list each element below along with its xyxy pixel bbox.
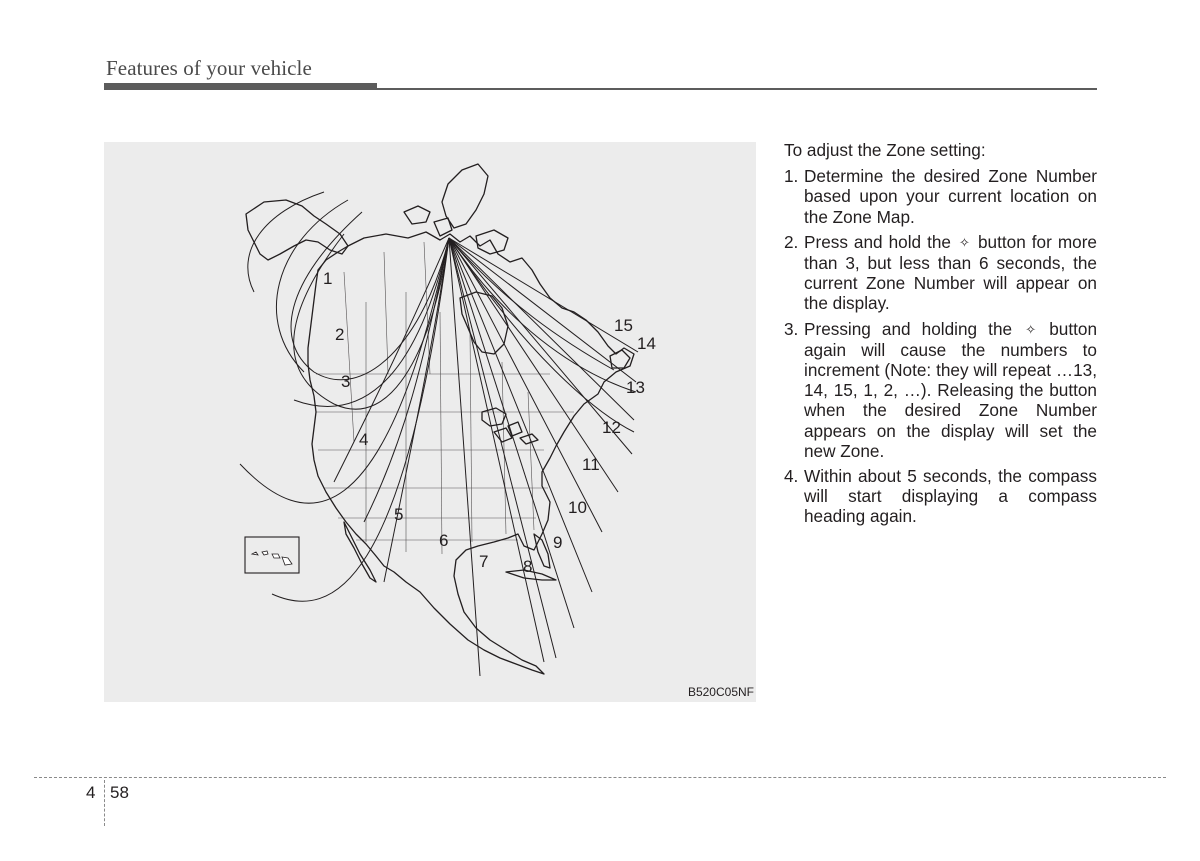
step-2 [784, 232, 1097, 314]
header-rule-thin [377, 88, 1097, 90]
step-4 [784, 466, 1097, 527]
step-number: 1. [784, 166, 799, 187]
zone-label-10: 10 [568, 498, 587, 517]
step-number: 4. [784, 466, 799, 487]
zone-label-4: 4 [359, 430, 369, 449]
hawaii-inset [245, 537, 299, 573]
zone-label-14: 14 [637, 334, 656, 353]
zone-label-5: 5 [394, 505, 404, 524]
compass-button-icon: ✧ [1025, 321, 1037, 337]
step-text: Determine the desired Zone Number based upon your current location on the Zone Map. [804, 166, 1097, 227]
header-rule-thick [104, 83, 377, 90]
compass-button-icon: ✧ [959, 234, 970, 250]
step-3 [784, 319, 1097, 461]
step-text [804, 232, 1097, 314]
zone-label-8: 8 [523, 557, 533, 576]
zone-map [104, 142, 756, 702]
step-text [804, 319, 1097, 461]
step-text-after: button again will cause the numbers to increment (Note: they will repeat …13, 14, 15, 1, 2, …). Releasing the button when the desired Zone Number appears on the display will set the new Zone. [804, 318, 1098, 461]
zone-label-11: 11 [582, 455, 600, 474]
zone-label-6: 6 [439, 531, 449, 550]
step-1 [784, 166, 1097, 227]
section-title: Features of your vehicle [106, 56, 312, 80]
intro-text: To adjust the Zone setting: [784, 140, 986, 160]
step-text-after: button for more than 3, but less than 6 seconds, the current Zone Number will appear on the display. [804, 231, 1097, 314]
instructions [784, 140, 1097, 532]
zone-label-13: 13 [626, 378, 645, 397]
step-text-before: Press and hold the [804, 231, 951, 252]
step-text-before: Pressing and holding the [804, 318, 1013, 339]
zone-label-9: 9 [553, 533, 563, 552]
zone-label-7: 7 [479, 552, 489, 571]
zone-label-12: 12 [602, 418, 621, 437]
step-text: Within about 5 seconds, the compass will start displaying a compass heading again. [804, 466, 1097, 527]
footer-vertical-divider [104, 780, 105, 826]
step-number: 2. [784, 231, 799, 252]
page-number: 58 [110, 783, 129, 802]
zone-label-2: 2 [335, 325, 345, 344]
footer-divider [34, 777, 1166, 778]
zone-label-3: 3 [341, 372, 351, 391]
zone-label-1: 1 [323, 269, 333, 288]
continent-outline [246, 164, 634, 674]
zone-map-figure [104, 142, 756, 702]
figure-code: B520C05NF [687, 685, 754, 699]
step-number: 3. [784, 318, 799, 339]
section-number: 4 [86, 783, 96, 802]
zone-label-15: 15 [614, 316, 633, 335]
